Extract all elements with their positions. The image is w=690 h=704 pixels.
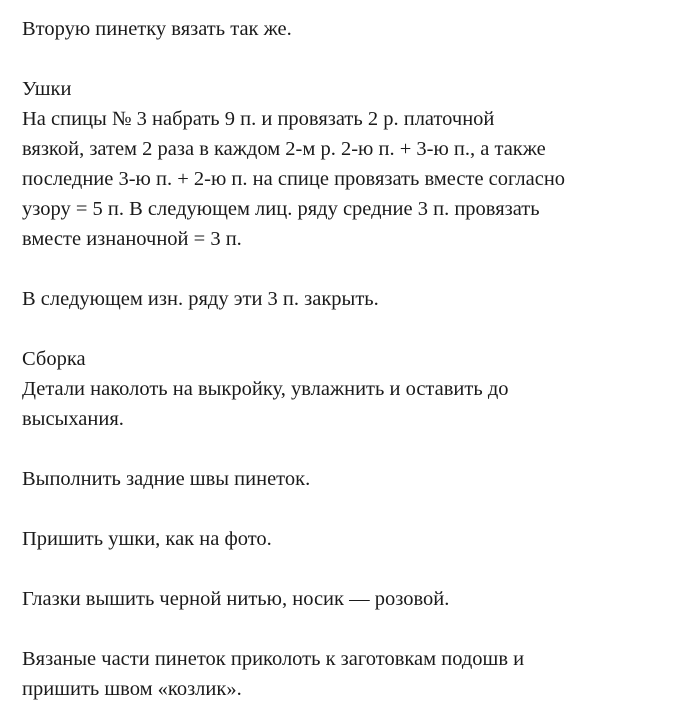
section-heading-assembly: Сборка (22, 348, 86, 370)
paragraph-attach-soles (22, 644, 682, 704)
paragraph-back-seams (22, 464, 682, 494)
text-line: вместе изнаночной = 3 п. (22, 228, 242, 250)
text-line: Пришить ушки, как на фото. (22, 528, 272, 550)
text-line: На спицы № 3 набрать 9 п. и провязать 2 р. платочной (22, 108, 495, 130)
paragraph-gap (22, 44, 682, 74)
paragraph-gap (22, 614, 682, 644)
paragraph-close-stitches (22, 284, 682, 314)
section-heading-ears: Ушки (22, 78, 72, 100)
text-line: пришить швом «козлик». (22, 678, 242, 700)
paragraph-eyes-nose (22, 584, 682, 614)
document-page (22, 14, 682, 704)
paragraph-gap (22, 434, 682, 464)
paragraph-gap (22, 554, 682, 584)
text-line: Выполнить задние швы пинеток. (22, 468, 311, 490)
paragraph-gap (22, 254, 682, 284)
text-line: Глазки вышить черной нитью, носик — розовой. (22, 588, 450, 610)
text-line: Вязаные части пинеток приколоть к заготовкам подошв и (22, 648, 525, 670)
text-line: вязкой, затем 2 раза в каждом 2-м р. 2-ю п. + 3-ю п., а также (22, 138, 546, 160)
text-line: узору = 5 п. В следующем лиц. ряду средние 3 п. провязать (22, 198, 540, 220)
section-ears (22, 74, 682, 254)
paragraph-gap (22, 314, 682, 344)
text-line: Вторую пинетку вязать так же. (22, 18, 292, 40)
paragraph-second-bootie (22, 14, 682, 44)
section-assembly (22, 344, 682, 434)
text-line: высыхания. (22, 408, 124, 430)
text-line: В следующем изн. ряду эти 3 п. закрыть. (22, 288, 379, 310)
paragraph-gap (22, 494, 682, 524)
paragraph-sew-ears (22, 524, 682, 554)
text-line: Детали наколоть на выкройку, увлажнить и оставить до (22, 378, 509, 400)
text-line: последние 3-ю п. + 2-ю п. на спице провязать вместе согласно (22, 168, 566, 190)
